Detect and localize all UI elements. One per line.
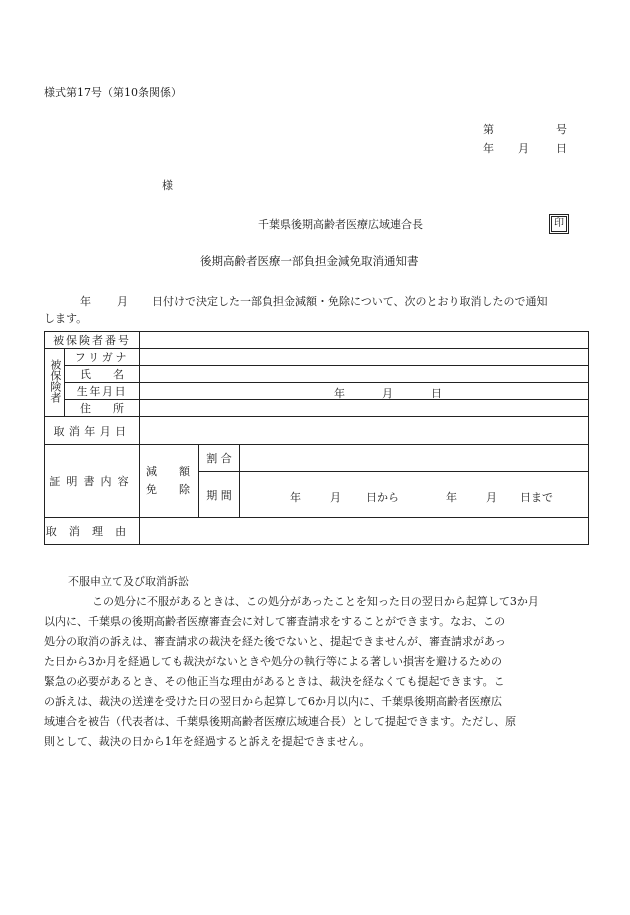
exemption-label: 免 除 [146, 483, 191, 496]
cancel-reason-field[interactable] [140, 518, 589, 545]
period-from-month: 月 [330, 491, 342, 504]
appeal-line: 緊急の必要があるとき、その他正当な理由があるときは、裁決を経なくても提起できます。こ [44, 675, 505, 688]
name-field[interactable] [140, 366, 589, 383]
cancel-reason-label: 取消理由 [45, 518, 140, 545]
issue-date-day: 日 [556, 142, 567, 155]
period-from-year: 年 [290, 491, 302, 504]
birthdate-day: 日 [431, 387, 443, 400]
seal-stamp: 印 [551, 216, 567, 232]
insured-number-label: 被保険者番号 [45, 332, 140, 349]
intro-line-2: します。 [44, 312, 88, 325]
name-label: 氏 名 [65, 366, 140, 383]
issuer-name: 千葉県後期高齢者医療広域連合長 [258, 218, 423, 231]
document-title: 後期高齢者医療一部負担金減免取消通知書 [200, 254, 419, 268]
period-label: 期 間 [199, 472, 240, 518]
period-to-month: 月 [486, 491, 498, 504]
intro-line-1 [44, 296, 548, 307]
intro-text: 日付けで決定した一部負担金減額・免除について、次のとおり取消したので通知 [152, 295, 548, 308]
appeal-line: 処分の取消の訴えは、審査請求の裁決を経た後でないと、提起できませんが、審査請求があっ [44, 635, 506, 648]
ratio-label: 割 合 [199, 445, 240, 472]
document-number-suffix: 号 [556, 123, 567, 136]
appeal-line: た日から3か月を経過しても裁決がないときや処分の執行等による著しい損害を避けるための [44, 655, 502, 668]
issue-date-year: 年 [483, 142, 494, 155]
appeal-heading: 不服申立て及び取消訴訟 [68, 575, 189, 588]
period-to-day: 日まで [520, 491, 554, 504]
appeal-line: の訴えは、裁決の送達を受けた日の翌日から起算して6か月以内に、千葉県後期高齢者医療広 [44, 695, 502, 708]
appeal-line: 則として、裁決の日から1年を経過すると訴えを提起できません。 [44, 735, 371, 748]
birthdate-month: 月 [382, 387, 394, 400]
birthdate-field[interactable] [140, 383, 589, 400]
document-number-prefix: 第 [483, 123, 494, 136]
cancel-date-field[interactable] [140, 417, 589, 445]
appeal-line: 域連合を被告（代表者は、千葉県後期高齢者医療広域連合長）として提起できます。ただし、原 [44, 715, 517, 728]
insured-number-field[interactable] [140, 332, 589, 349]
furigana-field[interactable] [140, 349, 589, 366]
furigana-label: フリガナ [65, 349, 140, 366]
address-label: 住 所 [65, 400, 140, 417]
intro-month: 月 [117, 295, 128, 308]
cancel-date-label: 取消年月日 [45, 417, 140, 445]
intro-year: 年 [80, 295, 91, 308]
reduction-label: 減 額 [146, 465, 191, 479]
birthdate-year: 年 [334, 387, 346, 400]
addressee-suffix: 様 [162, 179, 173, 192]
ratio-field[interactable] [240, 445, 589, 472]
form-number: 様式第17号（第10条関係） [44, 86, 182, 99]
issue-date-month: 月 [518, 142, 529, 155]
address-field[interactable] [140, 400, 589, 417]
notice-form-table [44, 331, 589, 545]
period-field[interactable] [240, 472, 589, 518]
period-from-day: 日から [366, 491, 400, 504]
appeal-line: この処分に不服があるときは、この処分があったことを知った日の翌日から起算して3か月 [92, 595, 539, 608]
certificate-label: 証明書内容 [45, 445, 140, 518]
period-to-year: 年 [446, 491, 458, 504]
insured-group-label: 被保険者 [45, 349, 65, 417]
reduction-exemption-label [140, 445, 199, 518]
birthdate-label: 生年月日 [65, 383, 140, 400]
appeal-line: 以内に、千葉県の後期高齢者医療審査会に対して審査請求をすることができます。なお、この [44, 615, 506, 628]
